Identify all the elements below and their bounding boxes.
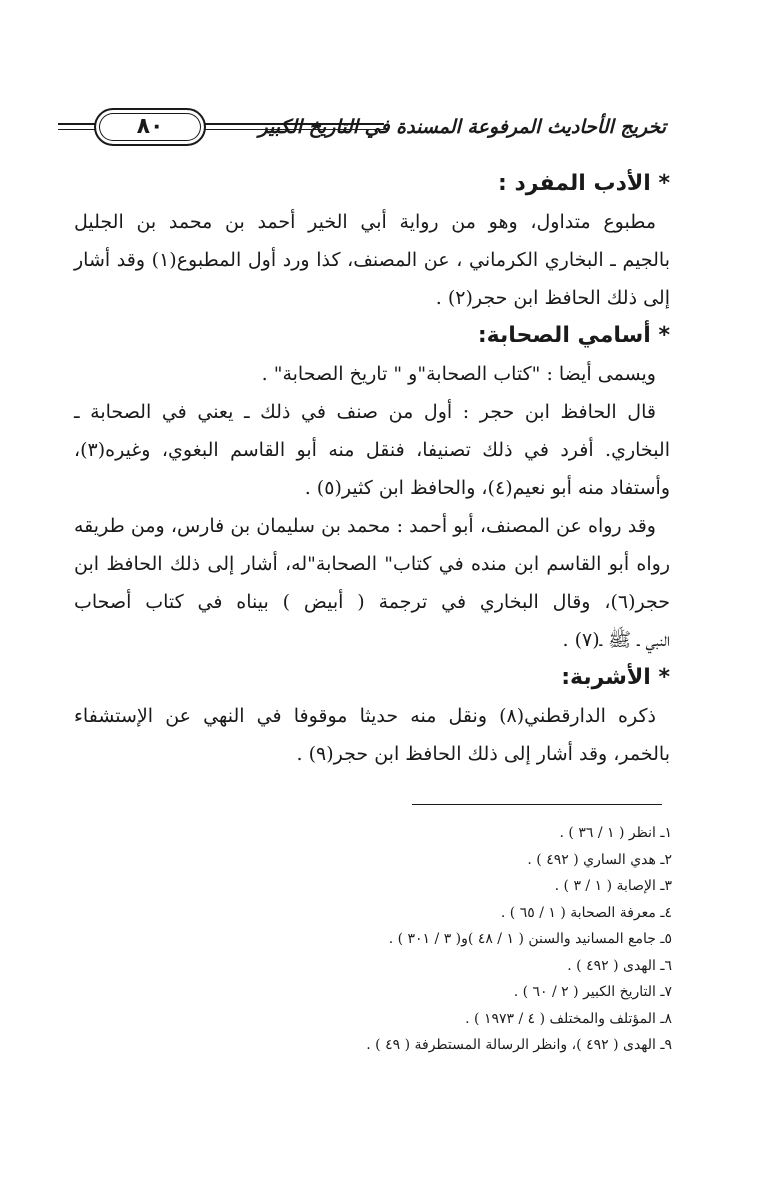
text-line: بالجيم ـ البخاري الكرماني ، عن المصنف، كذا ورد أول المطبوع(١) وقد أشار	[74, 249, 671, 271]
section-heading-ashriba: * الأشربة:	[561, 665, 670, 690]
main-text	[74, 165, 670, 773]
footnote: ١ـ انظر ( ١ / ٣٦ ) .	[559, 825, 672, 841]
footnote: ٩ـ الهدى ( ٤٩٢ )، وانظر الرسالة المستطرفة ( ٤٩ ) .	[366, 1037, 672, 1053]
footnote: ٣ـ الإصابة ( ١ / ٣ ) .	[554, 878, 672, 894]
section-heading-adab: * الأدب المفرد :	[498, 171, 670, 196]
text-line: البخاري. أفرد في ذلك تصنيفا، فنقل منه أبو القاسم البغوي، وغيره(٣)،	[74, 439, 670, 461]
text-line: وقد رواه عن المصنف، أبو أحمد : محمد بن سليمان بن فارس، ومن طريقه	[74, 515, 656, 537]
section-heading-asami: * أسامي الصحابة:	[477, 323, 670, 348]
footnote: ٥ـ جامع المسانيد والسنن ( ١ / ٤٨ )و( ٣ / ٣٠١ ) .	[388, 931, 672, 947]
text-line: رواه أبو القاسم ابن منده في كتاب" الصحابة"له، أشار إلى ذلك الحافظ ابن	[74, 553, 670, 575]
footnote: ٢ـ هدي الساري ( ٤٩٢ ) .	[527, 851, 672, 868]
text-line: وأستفاد منه أبو نعيم(٤)، والحافظ ابن كثير(٥) .	[304, 477, 670, 499]
page-number: ٨٠	[94, 108, 206, 146]
footnote: ٨ـ المؤتلف والمختلف ( ٤ / ١٩٧٣ ) .	[465, 1010, 672, 1027]
running-header	[58, 108, 666, 156]
text-line: مطبوع متداول، وهو من رواية أبي الخير أحمد بن محمد بن الجليل	[74, 211, 656, 233]
running-title: تخريج الأحاديث المرفوعة المسندة في التاريخ الكبير	[258, 116, 666, 138]
text-line: بالخمر، وقد أشار إلى ذلك الحافظ ابن حجر(٩) .	[296, 743, 670, 765]
text-line: إلى ذلك الحافظ ابن حجر(٢) .	[435, 287, 670, 309]
text-line: حجر(٦)، وقال البخاري في ترجمة ( أبيض ) بيناه في كتاب أصحاب	[74, 591, 670, 613]
footnote: ٦ـ الهدى ( ٤٩٢ ) .	[567, 957, 672, 974]
footnotes	[200, 820, 672, 1059]
footnote: ٧ـ التاريخ الكبير ( ٢ / ٦٠ ) .	[513, 984, 672, 1000]
footnote: ٤ـ معرفة الصحابة ( ١ / ٦٥ ) .	[500, 904, 672, 921]
footnote-separator	[412, 804, 662, 805]
text-line: ذكره الدارقطني(٨) ونقل منه حديثا موقوفا في النهي عن الإستشفاء	[74, 705, 656, 727]
text-line: النبي ـ ﷺ ـ(٧) .	[562, 629, 670, 651]
text-line: ويسمى أيضا : "كتاب الصحابة"و " تاريخ الصحابة" .	[261, 363, 656, 385]
text-line: قال الحافظ ابن حجر : أول من صنف في ذلك ـ يعني في الصحابة ـ	[74, 401, 656, 423]
